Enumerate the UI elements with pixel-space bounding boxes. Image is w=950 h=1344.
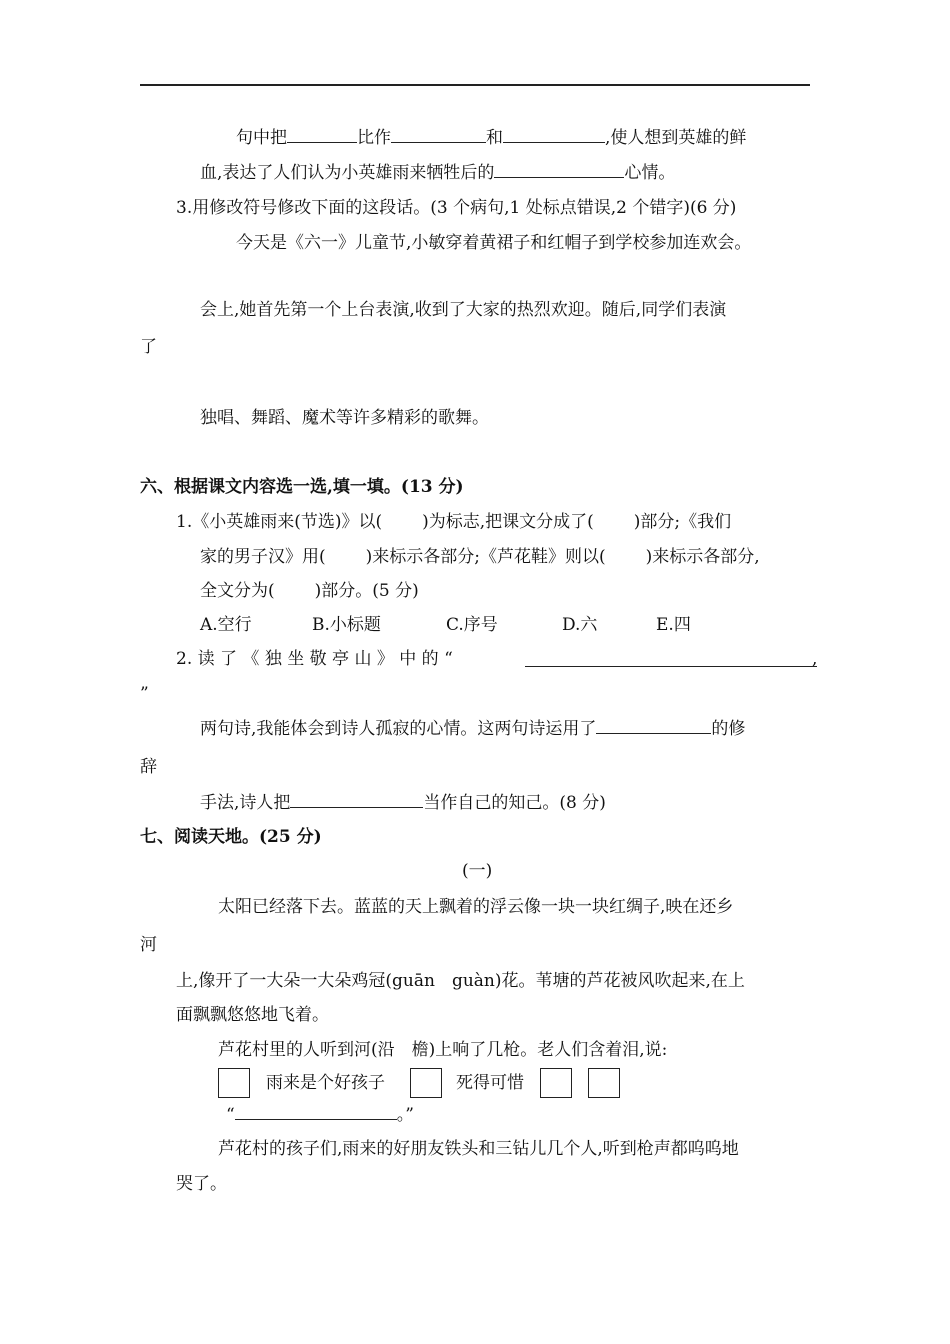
s6-q1-l2-text-b: )来标示各部分;《芦花鞋》则以(	[365, 547, 606, 567]
answer-blank[interactable]	[596, 719, 711, 734]
s6-q1-line2	[200, 546, 760, 568]
s6-q1-text-a: 1.《小英雄雨来(节选)》以(	[176, 512, 383, 532]
answer-blank[interactable]	[525, 652, 817, 667]
q5-2-text-c: 和	[486, 128, 503, 148]
phrase-2: 死得可惜	[456, 1073, 524, 1093]
s6-q2-line2	[200, 718, 745, 740]
q5-2-line2-text: 血,表达了人们认为小英雄雨来牺牲后的	[200, 163, 495, 183]
q5-3-paragraph-1: 今天是《六一》儿童节,小敏穿着黄裙子和红帽子到学校参加连欢会。	[236, 233, 752, 253]
s6-q1-line3	[200, 580, 419, 602]
section7-title: 七、阅读天地。(25 分)	[140, 827, 322, 847]
q5-2-line1	[236, 127, 746, 149]
reading-p5-wrap: 哭了。	[176, 1174, 227, 1194]
quote-close: 。”	[396, 1105, 414, 1125]
quote-line	[226, 1104, 414, 1126]
reading-part-label: (一)	[462, 861, 493, 881]
s6-q1-l3-text-a: 全文分为(	[200, 581, 275, 601]
q5-2-line2	[200, 162, 675, 184]
answer-blank[interactable]	[287, 128, 357, 143]
option-a: A.空行	[200, 615, 252, 635]
quote-open: “	[226, 1105, 235, 1125]
q5-3-prompt: 3.用修改符号修改下面的这段话。(3 个病句,1 处标点错误,2 个错字)(6 分)	[176, 198, 737, 218]
q5-3-paragraph-2: 会上,她首先第一个上台表演,收到了大家的热烈欢迎。随后,同学们表演	[200, 300, 727, 320]
s6-q1-l3-text-b: )部分。(5 分)	[314, 581, 419, 601]
answer-blank[interactable]	[391, 128, 486, 143]
punctuation-box-4[interactable]	[588, 1068, 620, 1098]
s6-q2-close-quote: ”	[140, 684, 149, 704]
header-rule	[140, 84, 810, 86]
punctuation-box-1[interactable]	[218, 1068, 250, 1098]
option-d: D.六	[562, 615, 598, 635]
punctuation-box-2[interactable]	[410, 1068, 442, 1098]
s6-q2-l2-text: 两句诗,我能体会到诗人孤寂的心情。这两句诗运用了	[200, 719, 597, 739]
reading-p5: 芦花村的孩子们,雨来的好朋友铁头和三钻儿几个人,听到枪声都呜呜地	[218, 1139, 739, 1159]
option-e: E.四	[656, 615, 691, 635]
q5-2-text-b: 比作	[357, 128, 391, 148]
q5-2-line2-end: 心情。	[624, 163, 676, 183]
answer-blank[interactable]	[503, 128, 605, 143]
s6-q1-l2-text-c: )来标示各部分,	[645, 547, 760, 567]
s6-q2-line1: 2. 读 了 《 独 坐 敬 亭 山 》 中 的 “	[176, 649, 453, 669]
answer-blank[interactable]	[290, 793, 423, 808]
s6-q2-comma: ,	[812, 649, 818, 669]
s6-q1-l2-text-a: 家的男子汉》用(	[200, 547, 326, 567]
q5-2-text-a: 句中把	[236, 128, 287, 148]
reading-p3: 面飘飘悠悠地飞着。	[176, 1005, 329, 1025]
q5-2-text-d: ,使人想到英雄的鲜	[605, 128, 747, 148]
punctuation-box-3[interactable]	[540, 1068, 572, 1098]
q5-3-paragraph-3: 独唱、舞蹈、魔术等许多精彩的歌舞。	[200, 408, 489, 428]
s6-q1-text-c: )部分;《我们	[633, 512, 732, 532]
s6-q2-l3-text: 手法,诗人把	[200, 793, 291, 813]
s6-q1-text-b: )为标志,把课文分成了(	[422, 512, 594, 532]
reading-p4: 芦花村里的人听到河(沿 檐)上响了几枪。老人们含着泪,说:	[218, 1040, 668, 1060]
section6-title: 六、根据课文内容选一选,填一填。(13 分)	[140, 477, 464, 497]
phrase-1: 雨来是个好孩子	[266, 1073, 385, 1093]
reading-p1-wrap: 河	[140, 935, 157, 955]
answer-blank[interactable]	[494, 163, 624, 178]
reading-p1: 太阳已经落下去。蓝蓝的天上飘着的浮云像一块一块红绸子,映在还乡	[218, 897, 734, 917]
s6-q2-line3	[200, 792, 606, 814]
option-c: C.序号	[446, 615, 498, 635]
reading-p2: 上,像开了一大朵一大朵鸡冠(guān guàn)花。苇塘的芦花被风吹起来,在上	[176, 971, 745, 991]
s6-q2-l2-end: 的修	[711, 719, 746, 739]
q5-3-paragraph-2-wrap: 了	[140, 337, 157, 357]
s6-q1-line1	[176, 511, 731, 533]
s6-q2-l3-end: 当作自己的知己。(8 分)	[423, 793, 606, 813]
s6-q2-line2-wrap: 辞	[140, 757, 157, 777]
option-b: B.小标题	[312, 615, 381, 635]
answer-blank[interactable]	[235, 1105, 397, 1120]
